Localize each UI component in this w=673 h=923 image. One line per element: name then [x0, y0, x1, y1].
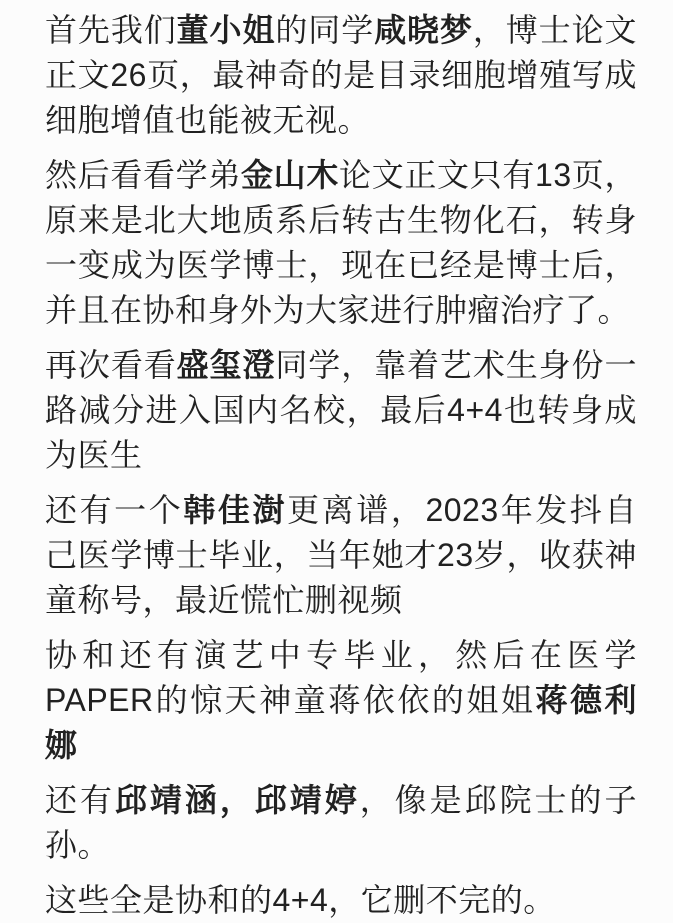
text-run: 还有: [45, 782, 115, 818]
text-run: 然后看看学弟: [45, 157, 242, 193]
bold-name-run: 董小姐: [176, 12, 276, 48]
paragraph: [45, 488, 637, 623]
bold-name-run: 蒋德利娜: [45, 682, 637, 763]
paragraph: [45, 343, 637, 478]
text-run: 再次看看: [45, 347, 177, 383]
text-run: 更离谱，2023年发抖自己医学博士毕业，当年她才23岁，收获神童称号，最近慌忙删视频: [45, 492, 637, 618]
paragraph: [45, 878, 637, 923]
text-run: 这些全是协和的4+4，它删不完的。: [45, 882, 556, 918]
paragraph: [45, 8, 637, 143]
paragraph: [45, 778, 637, 868]
text-run: 的同学: [275, 12, 375, 48]
bold-name-run: 咸晓梦: [374, 12, 473, 48]
bold-name-run: 盛玺澄: [176, 347, 276, 383]
text-run: 论文正文只有13页，原来是北大地质系后转古生物化石，转身一变成为医学博士，现在已经是博士后，并且在协和身外为大家进行肿瘤治疗了。: [45, 157, 637, 328]
paragraph: [45, 153, 637, 333]
bold-name-run: 邱靖涵，邱靖婷: [114, 782, 360, 818]
text-run: ，像是邱院士的子孙。: [45, 782, 637, 863]
text-run: ，博士论文正文26页，最神奇的是目录细胞增殖写成细胞增值也能被无视。: [45, 12, 637, 138]
bold-name-run: 金山木: [241, 157, 340, 193]
bold-name-run: 韩佳澍: [183, 492, 288, 528]
paragraph: [45, 633, 637, 768]
text-run: 还有一个: [45, 492, 184, 528]
text-run: 首先我们: [45, 12, 177, 48]
text-run: 同学，靠着艺术生身份一路减分进入国内名校，最后4+4也转身成为医生: [45, 347, 637, 473]
text-run: 协和还有演艺中专毕业，然后在医学PAPER的惊天神童蒋依依的姐姐: [45, 637, 637, 718]
